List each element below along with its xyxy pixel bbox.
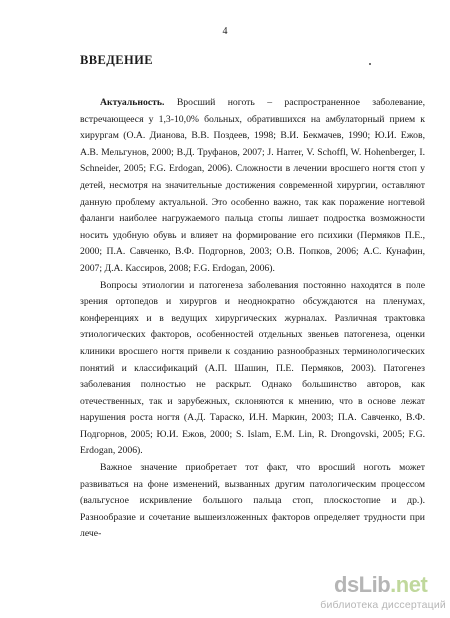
paragraph-relevance bbox=[80, 95, 425, 278]
watermark bbox=[276, 572, 446, 614]
paragraph-text: Важное значение приобретает тот факт, что вросший ноготь может развиваться на фоне изменений, вызванных другим патологическим процессом (вальгусное искривление большого пальца стоп, плоскостопие и др.). Разнообразие и сочетание вышеизложенных факторов определяет трудности при лече- bbox=[80, 462, 425, 540]
watermark-tagline: библиотека диссертаций bbox=[320, 599, 446, 611]
body-text bbox=[80, 95, 425, 543]
page-heading: ВВЕДЕНИЕ bbox=[80, 53, 153, 67]
paragraph-text: Вопросы этиологии и патогенеза заболевания постоянно находятся в поле зрения ортопедов и хирургов и неоднократно обсуждаются на пленумах, конференциях и в ведущих хирургических журналах. Различная трактовка этиологических факторов, особенностей отдельных звеньев патогенеза, оценки клиники вросшего ногтя привели к созданию разнообразных терминологических понятий и классификаций (А.П. Шашин, П.Е. Пермяков, 2003). Патогенез заболевания полностью не раскрыт. Однако большинство авторов, как отечественных, так и зарубежных, склоняются к мнению, что в основе лежат нарушения роста ногтя (А.Д. Тараско, И.Н. Маркин, 2003; П.А. Савченко, В.Ф. Подгорнов, 2005; Ю.И. Ежов, 2000; S. Islam, E.M. Lin, R. Drongovski, 2005; F.G. Erdogan, 2006). bbox=[80, 279, 425, 457]
watermark-logo: dsLib.net bbox=[334, 572, 428, 597]
paragraph-text: Вросший ноготь – распространенное заболевание, встречающееся у 1,3-10,0% больных, обратившихся на амбулаторный прием к хирургам (О.А. Дианова, В.В. Поздеев, 1998; В.И. Бекмачев, 1990; Ю.И. Ежов, А.В. Мельгунов, 2000; В.Д. Труфанов, 2007; J. Harrer, V. Schoffl, W. Hohenberger, I. Schneider, 2005; F.G. Erdogan, 2006). Сложности в лечении вросшего ногтя стоп у детей, несмотря на значительные достижения современной хирургии, оставляют данную проблему актуальной. Это особенно важно, так как поражение ногтевой фаланги наиболее нагружаемого пальца стопы лишает подростка возможности носить удобную обувь и влияет на формирование его психики (Пермяков П.Е., 2000; П.А. Савченко, В.Ф. Подгорнов, 2003; О.В. Попков, 2006; А.С. Кунафин, 2007; Д.А. Кассиров, 2008; F.G. Erdogan, 2006). bbox=[80, 97, 425, 274]
scan-dot bbox=[369, 63, 371, 65]
paragraph-importance bbox=[80, 460, 425, 543]
page-number: 4 bbox=[222, 26, 228, 37]
paragraph-etiology bbox=[80, 278, 425, 461]
paragraph-lead: Актуальность. bbox=[100, 97, 165, 108]
